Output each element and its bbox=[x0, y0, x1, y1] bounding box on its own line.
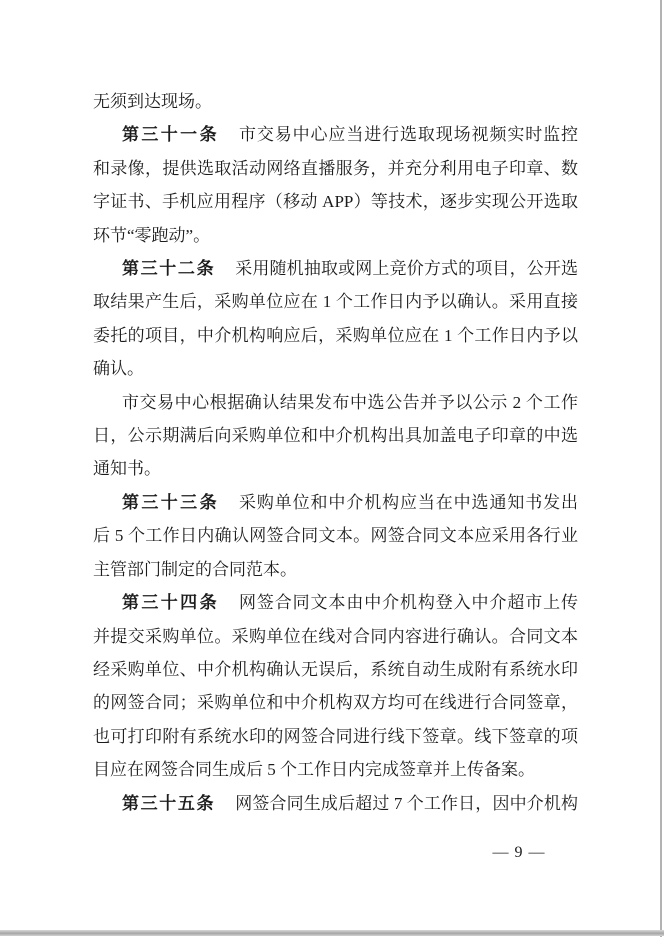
line-text: 网签合同文本由中介机构登入中介超市上传 bbox=[238, 593, 579, 613]
line-text: 通知书。 bbox=[93, 459, 161, 479]
scan-edge-bottom bbox=[0, 930, 664, 936]
text-line bbox=[93, 519, 578, 552]
text-line bbox=[93, 452, 578, 485]
line-text: 目应在网签合同生成后 5 个工作日内完成签章并上传备案。 bbox=[93, 760, 535, 780]
line-text: 网签合同生成后超过 7 个工作日，因中介机构 bbox=[235, 793, 579, 813]
line-text: 确认。 bbox=[93, 359, 144, 379]
text-line bbox=[93, 686, 578, 719]
line-text: 经采购单位、中介机构确认无误后，系统自动生成附有系统水印 bbox=[93, 659, 578, 679]
article-number: 第三十二条 bbox=[122, 259, 216, 279]
article-number: 第三十四条 bbox=[122, 593, 219, 613]
line-text: 的网签合同；采购单位和中介机构双方均可在线进行合同签章， bbox=[93, 693, 578, 713]
text-line bbox=[93, 352, 578, 385]
line-text: 委托的项目，中介机构响应后，采购单位应在 1 个工作日内予以 bbox=[93, 325, 578, 345]
line-text: 取结果产生后，采购单位应在 1 个工作日内予以确认。采用直接 bbox=[93, 292, 578, 312]
line-text: 日，公示期满后向采购单位和中介机构出具加盖电子印章的中选 bbox=[93, 426, 578, 446]
page-number: — 9 — bbox=[492, 844, 546, 861]
text-line bbox=[93, 219, 578, 252]
line-text: 采购单位和中介机构应当在中选通知书发出 bbox=[238, 492, 579, 512]
line-text: 市交易中心应当进行选取现场视频实时监控 bbox=[238, 125, 579, 145]
article-paragraph-line bbox=[93, 486, 578, 519]
article-number: 第三十三条 bbox=[122, 492, 219, 512]
text-line bbox=[93, 319, 578, 352]
scan-edge-right bbox=[660, 0, 662, 937]
line-text: 市交易中心根据确认结果发布中选公告并予以公示 2 个工作 bbox=[122, 392, 578, 412]
text-line bbox=[93, 185, 578, 218]
line-text: 后 5 个工作日内确认网签合同文本。网签合同文本应采用各行业 bbox=[93, 526, 578, 546]
text-line bbox=[93, 620, 578, 653]
page-body bbox=[93, 85, 578, 820]
line-text: 主管部门制定的合同范本。 bbox=[93, 559, 297, 579]
text-line bbox=[93, 753, 578, 786]
line-text: 并提交采购单位。采购单位在线对合同内容进行确认。合同文本 bbox=[93, 626, 578, 646]
text-line bbox=[93, 720, 578, 753]
article-paragraph-line bbox=[93, 118, 578, 151]
line-text: 也可打印附有系统水印的网签合同进行线下签章。线下签章的项 bbox=[93, 726, 578, 746]
article-number: 第三十五条 bbox=[122, 793, 216, 813]
text-line bbox=[93, 152, 578, 185]
article-paragraph-line bbox=[93, 252, 578, 285]
text-line bbox=[93, 553, 578, 586]
article-number: 第三十一条 bbox=[122, 125, 219, 145]
text-line bbox=[93, 653, 578, 686]
article-paragraph-line bbox=[93, 787, 578, 820]
line-text: 无须到达现场。 bbox=[93, 92, 212, 111]
line-text: 和录像，提供选取活动网络直播服务，并充分利用电子印章、数 bbox=[93, 158, 578, 178]
text-line bbox=[93, 419, 578, 452]
line-text: 采用随机抽取或网上竞价方式的项目，公开选 bbox=[235, 259, 579, 279]
line-text: 字证书、手机应用程序（移动 APP）等技术，逐步实现公开选取 bbox=[93, 192, 578, 212]
line-text: 环节“零跑动”。 bbox=[93, 225, 211, 245]
text-line bbox=[93, 386, 578, 419]
text-line bbox=[93, 285, 578, 318]
text-line bbox=[93, 85, 578, 118]
article-paragraph-line bbox=[93, 586, 578, 619]
